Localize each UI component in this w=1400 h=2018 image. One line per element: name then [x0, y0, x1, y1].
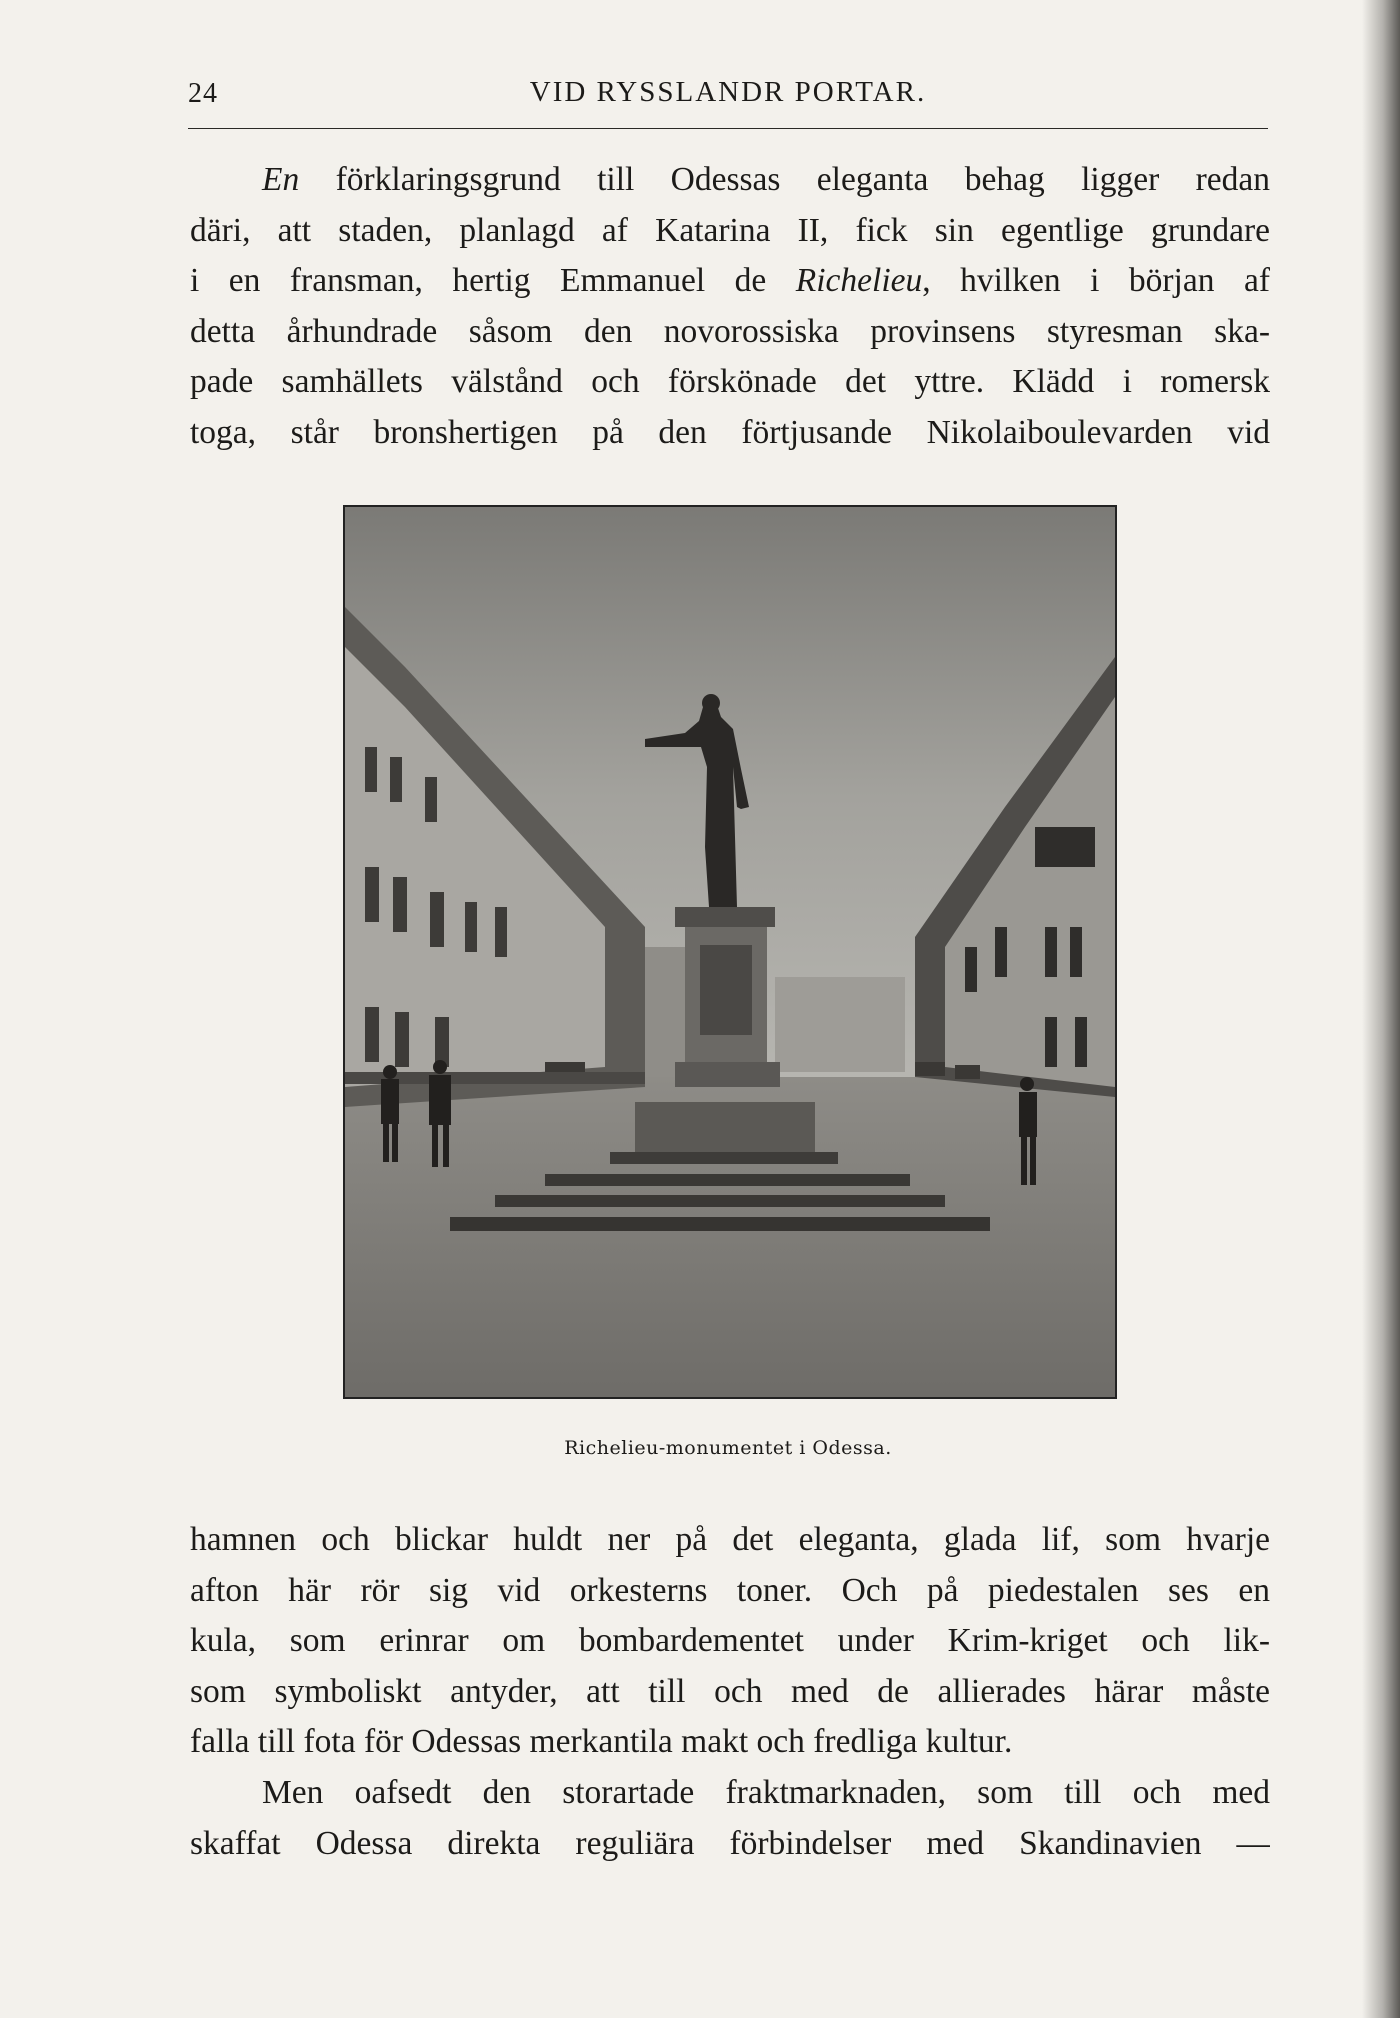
paragraph-2 [190, 1515, 1270, 1768]
text-line: pade samhällets välstånd och förskönade det yttre. Klädd i romersk [190, 363, 1270, 400]
header-rule [188, 128, 1268, 129]
text-line: däri, att staden, planlagd af Katarina II, fick sin egentlige grundare [190, 211, 1270, 249]
text-line: hamnen och blickar huldt ner på det eleganta, glada lif, som hvarje [190, 1521, 1270, 1558]
figure-caption: Richelieu-monumentet i Odessa. [564, 1437, 892, 1459]
text-line: i en fransman, hertig Emmanuel de Richelieu, hvilken i början af [190, 262, 1270, 299]
text-line: En förklaringsgrund till Odessas eleganta behag ligger redan [262, 161, 1270, 198]
page-number: 24 [188, 78, 218, 109]
text-line: skaffat Odessa direkta reguliära förbindelser med Skandinavien — [190, 1824, 1270, 1862]
text-line: som symboliskt antyder, att till och med de allierades härar måste [190, 1672, 1270, 1710]
lead-word: En [262, 161, 300, 198]
text-line: detta århundrade såsom den novorossiska provinsens styresman ska- [190, 312, 1270, 350]
monument-photograph [343, 505, 1117, 1399]
text-line: afton här rör sig vid orkesterns toner. Och på piedestalen ses en [190, 1571, 1270, 1609]
text-line: kula, som erinrar om bombardementet under Krim-kriget och lik- [190, 1622, 1270, 1659]
text-line: toga, står bronshertigen på den förtjusande Nikolaiboulevarden vid [190, 413, 1270, 451]
text-line: falla till fota för Odessas merkantila makt och fredliga kultur. [190, 1723, 1013, 1760]
italic-name: Richelieu [795, 262, 923, 299]
paragraph-3 [190, 1768, 1270, 1869]
running-title: VID RYSSLANDR PORTAR. [529, 76, 927, 108]
page-header [188, 72, 1268, 116]
paragraph-1 [190, 155, 1270, 458]
page-edge-shadow [1362, 0, 1400, 2018]
text-line: Men oafsedt den storartade fraktmarknaden, som till och med [262, 1774, 1270, 1811]
